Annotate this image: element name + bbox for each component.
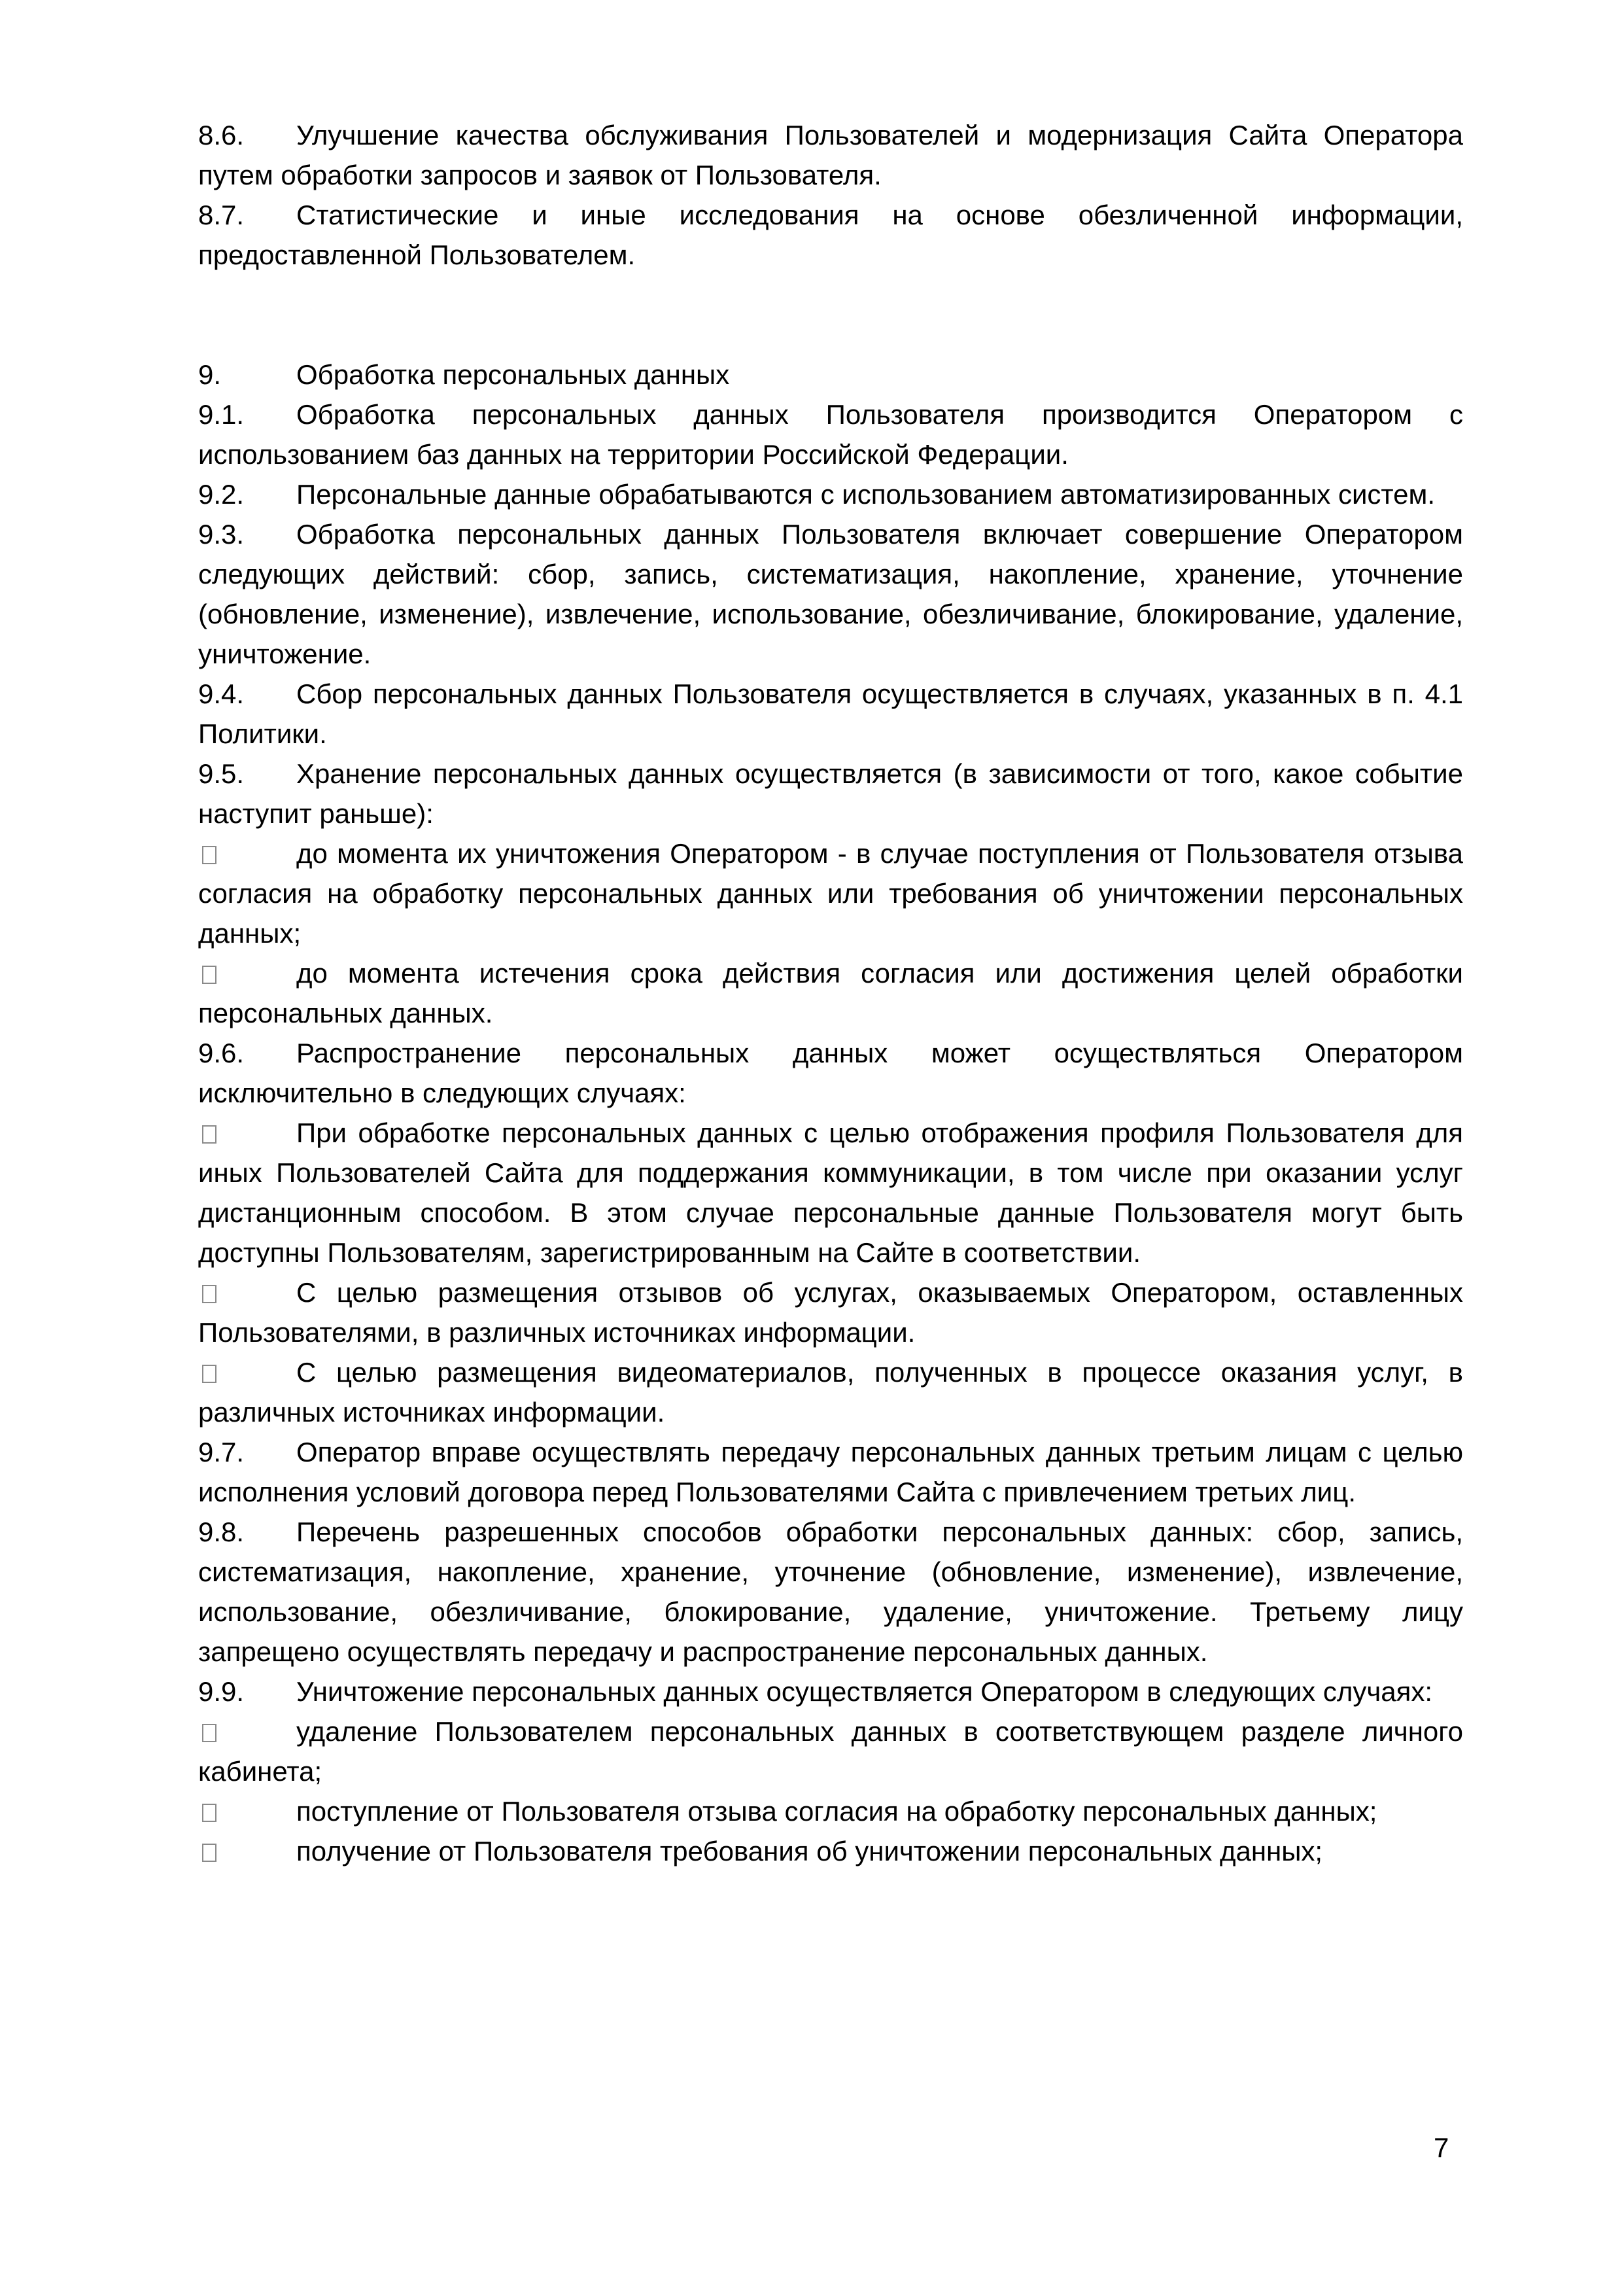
bullet-marker (198, 833, 296, 873)
clause-9-8 (198, 1512, 1463, 1672)
bullet-marker (198, 1831, 296, 1871)
clause-9-6 (198, 1033, 1463, 1113)
bullet-item (198, 1113, 1463, 1272)
clause-9-5 (198, 754, 1463, 833)
section-number: 9. (198, 359, 222, 390)
bullet-text: При обработке персональных данных с целью отображения профиля Пользователя для иных Пользователей Сайта для поддержания коммуникации, в том числе при оказании услуг дистанционным способом. В этом случае персональные данные Пользователя могут быть доступны Пользователям, зарегистрированным на Сайте в соответствии. (198, 1117, 1463, 1268)
clause-9-7 (198, 1432, 1463, 1512)
section-spacer (198, 275, 1463, 355)
clause-9-4 (198, 674, 1463, 754)
clause-9-2 (198, 474, 1463, 514)
clause-number: 8.7. (198, 200, 245, 230)
clause-text: Улучшение качества обслуживания Пользователей и модернизация Сайта Оператора путем обработки запросов и заявок от Пользователя. (198, 120, 1463, 190)
bullet-text: до момента их уничтожения Оператором - в случае поступления от Пользователя отзыва согласия на обработку персональных данных или требования об уничтожении персональных данных; (198, 838, 1463, 949)
clause-text: Персональные данные обрабатываются с использованием автоматизированных систем. (296, 479, 1436, 510)
section-9-heading (198, 355, 1463, 394)
bullet-marker (198, 1113, 296, 1153)
missing-glyph-box-icon (202, 1844, 216, 1862)
missing-glyph-box-icon (202, 1724, 216, 1742)
clause-number: 9.6. (198, 1038, 245, 1068)
bullet-text: поступление от Пользователя отзыва согласия на обработку персональных данных; (296, 1796, 1377, 1827)
bullet-marker (198, 1272, 296, 1312)
bullet-text: С целью размещения видеоматериалов, полученных в процессе оказания услуг, в различных источниках информации. (198, 1357, 1463, 1428)
missing-glyph-box-icon (202, 1285, 216, 1303)
bullet-item (198, 1711, 1463, 1791)
clause-number: 9.1. (198, 399, 245, 430)
clause-9-3 (198, 514, 1463, 674)
clause-8-6 (198, 115, 1463, 195)
section-title: Обработка персональных данных (296, 359, 730, 390)
bullet-item (198, 833, 1463, 953)
bullet-text: С целью размещения отзывов об услугах, оказываемых Оператором, оставленных Пользователями, в различных источниках информации. (198, 1277, 1463, 1348)
clause-9-1 (198, 394, 1463, 474)
clause-text: Статистические и иные исследования на основе обезличенной информации, предоставленной Пользователем. (198, 200, 1463, 270)
bullet-marker (198, 1352, 296, 1392)
clause-number: 9.8. (198, 1516, 245, 1547)
clause-text: Уничтожение персональных данных осуществляется Оператором в следующих случаях: (296, 1676, 1433, 1707)
bullet-marker (198, 1711, 296, 1751)
bullet-item (198, 1272, 1463, 1352)
clause-text: Обработка персональных данных Пользователя включает совершение Оператором следующих действий: сбор, запись, систематизация, накопление, хранение, уточнение (обновление, изменение), извлечение, использование, обезличивание, блокирование, удаление, уничтожение. (198, 519, 1463, 669)
clause-text: Сбор персональных данных Пользователя осуществляется в случаях, указанных в п. 4.1 Политики. (198, 678, 1463, 749)
clause-text: Оператор вправе осуществлять передачу персональных данных третьим лицам с целью исполнения условий договора перед Пользователями Сайта с привлечением третьих лиц. (198, 1437, 1463, 1507)
clause-text: Хранение персональных данных осуществляется (в зависимости от того, какое событие наступит раньше): (198, 758, 1463, 829)
clause-9-9 (198, 1672, 1463, 1711)
missing-glyph-box-icon (202, 966, 216, 984)
missing-glyph-box-icon (202, 1125, 216, 1144)
missing-glyph-box-icon (202, 1804, 216, 1822)
bullet-text: до момента истечения срока действия согласия или достижения целей обработки персональных данных. (198, 958, 1463, 1028)
clause-number: 8.6. (198, 120, 245, 150)
clause-text: Перечень разрешенных способов обработки персональных данных: сбор, запись, систематизация, накопление, хранение, уточнение (обновление, изменение), извлечение, использование, обезличивание, блокирование, удаление, уничтожение. Третьему лицу запрещено осуществлять передачу и распространение персональных данных. (198, 1516, 1463, 1667)
clause-number: 9.2. (198, 479, 245, 510)
missing-glyph-box-icon (202, 1365, 216, 1383)
clause-8-7 (198, 195, 1463, 275)
clause-number: 9.3. (198, 519, 245, 550)
clause-number: 9.9. (198, 1676, 245, 1707)
bullet-item (198, 953, 1463, 1033)
bullet-item (198, 1831, 1463, 1871)
document-page (198, 115, 1463, 1871)
missing-glyph-box-icon (202, 846, 216, 864)
bullet-text: удаление Пользователем персональных данных в соответствующем разделе личного кабинета; (198, 1716, 1463, 1787)
clause-number: 9.5. (198, 758, 245, 789)
bullet-text: получение от Пользователя требования об уничтожении персональных данных; (296, 1836, 1323, 1866)
bullet-item (198, 1791, 1463, 1831)
bullet-marker (198, 1791, 296, 1831)
clause-text: Обработка персональных данных Пользователя производится Оператором с использованием баз данных на территории Российской Федерации. (198, 399, 1463, 470)
bullet-item (198, 1352, 1463, 1432)
bullet-marker (198, 953, 296, 993)
clause-number: 9.4. (198, 678, 245, 709)
clause-number: 9.7. (198, 1437, 245, 1467)
page-number: 7 (1434, 2132, 1449, 2163)
clause-text: Распространение персональных данных может осуществляться Оператором исключительно в следующих случаях: (198, 1038, 1463, 1108)
